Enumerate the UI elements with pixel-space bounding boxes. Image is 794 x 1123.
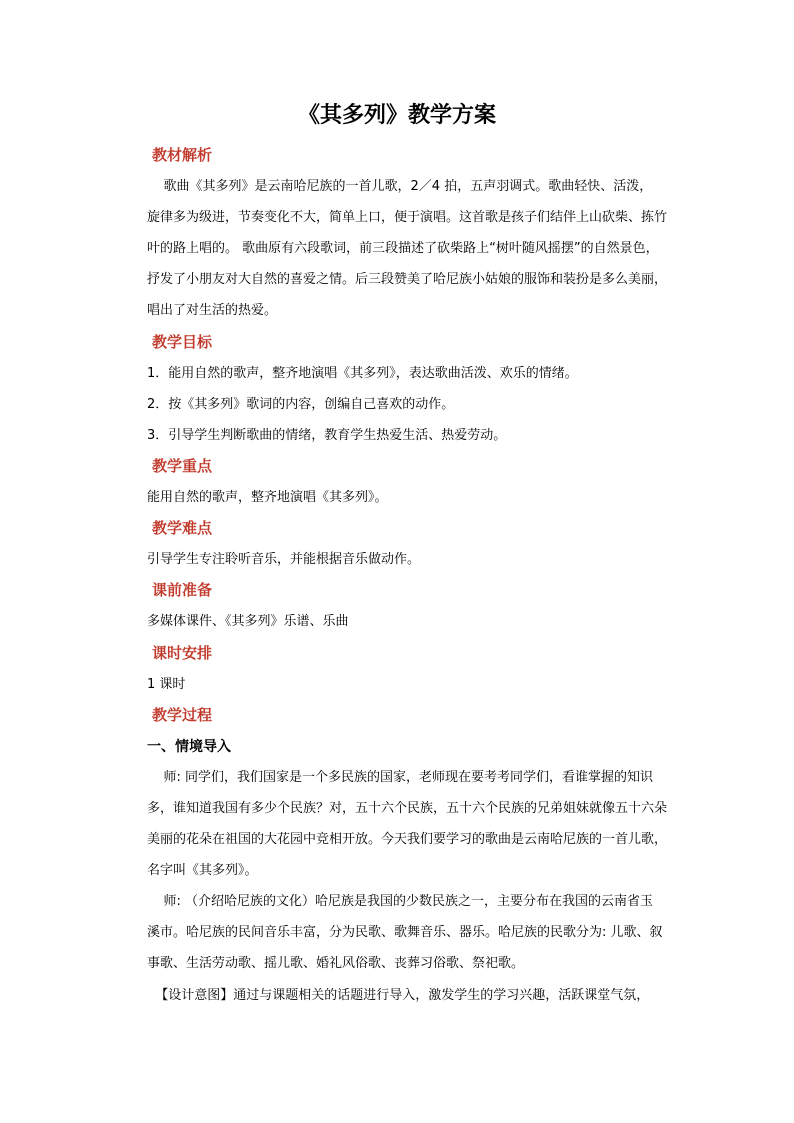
process-part1-title: 一、情境导入 (147, 739, 231, 755)
heading-difficulty: 教学难点 (152, 519, 213, 537)
process-paragraph-line: 师: 同学们，我们国家是一个多民族的国家，老师现在要考考同学们，看谁掌握的知识 (147, 770, 654, 785)
design-intent-line: 【设计意图】通过与课题相关的话题进行导入，激发学生的学习兴趣，活跃课堂气氛， (147, 988, 650, 1003)
heading-schedule: 课时安排 (152, 644, 213, 662)
analysis-line: 旋律多为级进，节奏变化不大，简单上口，便于演唱。这首歌是孩子们结伴上山砍柴、拣竹 (147, 210, 668, 225)
process-paragraph-line: 溪市。哈尼族的民间音乐丰富，分为民歌、歌舞音乐、器乐。哈尼族的民歌分为: 儿歌、叙 (147, 925, 663, 940)
preparation-text: 多媒体课件、《其多列》乐谱、乐曲 (147, 614, 349, 629)
heading-goals: 教学目标 (152, 333, 213, 351)
goal-item: 2．按《其多列》歌词的内容，创编自己喜欢的动作。 (147, 397, 455, 412)
heading-preparation: 课前准备 (152, 581, 213, 599)
process-paragraph-line: 多，谁知道我国有多少个民族？对，五十六个民族，五十六个民族的兄弟姐妹就像五十六朵 (147, 801, 668, 816)
analysis-line: 唱出了对生活的热爱。 (147, 303, 278, 318)
process-paragraph-line: 美丽的花朵在祖国的大花园中竞相开放。今天我们要学习的歌曲是云南哈尼族的一首儿歌， (147, 832, 668, 847)
heading-key-points: 教学重点 (152, 457, 213, 475)
key-points-text: 能用自然的歌声，整齐地演唱《其多列》。 (147, 490, 388, 505)
process-paragraph-line: 事歌、生活劳动歌、摇儿歌、婚礼风俗歌、丧葬习俗歌、祭祀歌。 (147, 956, 525, 971)
document-title: 《其多列》教学方案 (297, 102, 496, 128)
process-paragraph-line: 师: （介绍哈尼族的文化）哈尼族是我国的少数民族之一，主要分布在我国的云南省玉 (147, 894, 654, 909)
schedule-text: 1 课时 (147, 677, 186, 692)
analysis-line: 歌曲《其多列》是云南哈尼族的一首儿歌，2／4 拍，五声羽调式。歌曲轻快、活泼， (147, 179, 653, 194)
difficulty-text: 引导学生专注聆听音乐，并能根据音乐做动作。 (147, 552, 421, 567)
goal-item: 1．能用自然的歌声，整齐地演唱《其多列》，表达歌曲活泼、欢乐的情绪。 (147, 366, 578, 381)
analysis-line: 叶的路上唱的。 歌曲原有六段歌词，前三段描述了砍柴路上“树叶随风摇摆”的自然景色， (147, 241, 659, 256)
heading-analysis: 教材解析 (152, 146, 213, 164)
process-paragraph-line: 名字叫《其多列》。 (147, 863, 258, 878)
heading-process: 教学过程 (152, 706, 213, 724)
goal-item: 3．引导学生判断歌曲的情绪，教育学生热爱生活、热爱劳动。 (147, 428, 507, 443)
analysis-line: 抒发了小朋友对大自然的喜爱之情。后三段赞美了哈尼族小姑娘的服饰和装扮是多么美丽， (147, 272, 668, 287)
